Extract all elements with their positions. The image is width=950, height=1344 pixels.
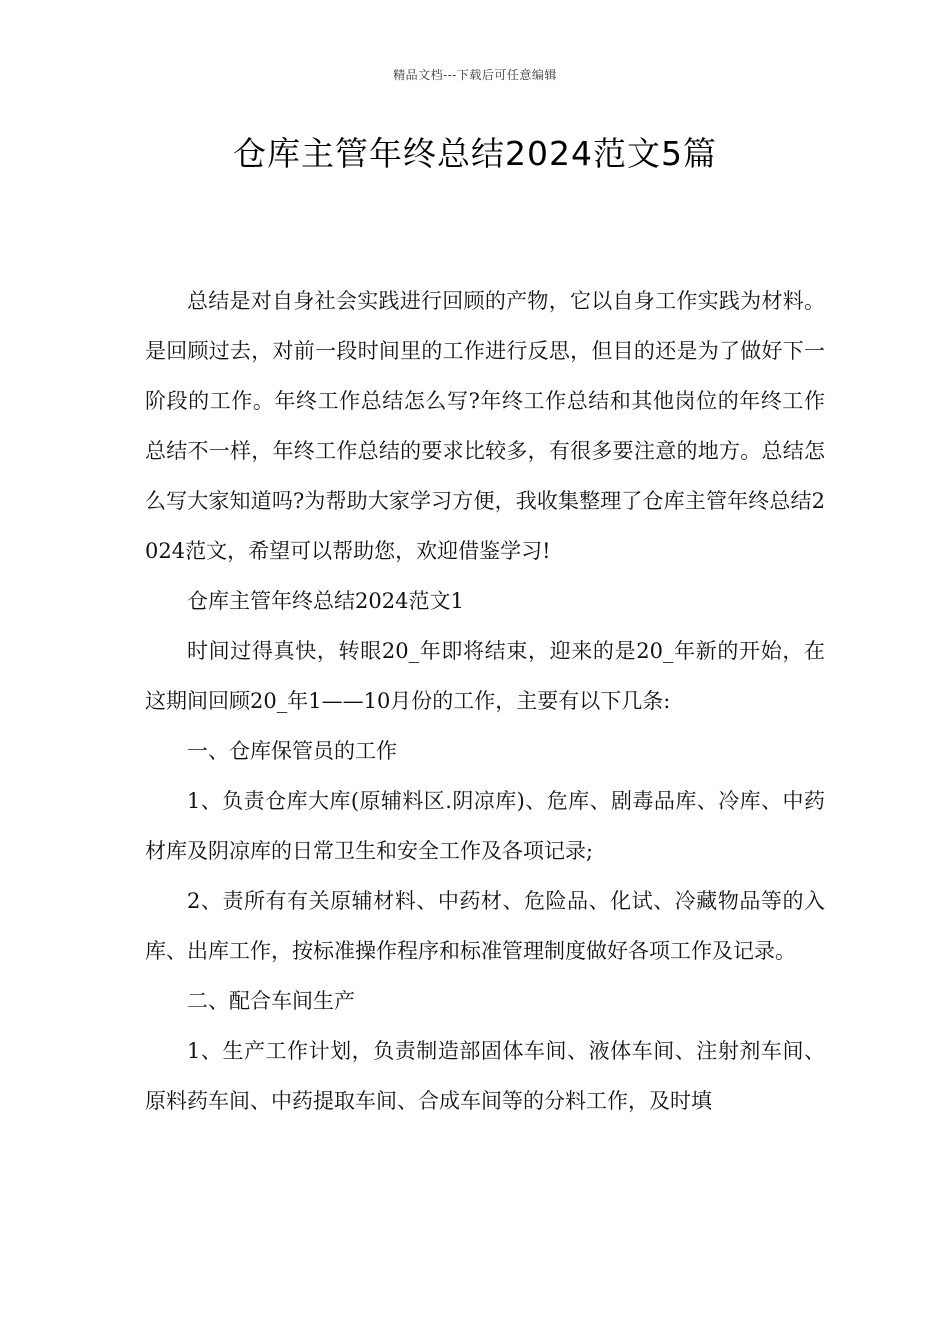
list-item-3: 1、生产工作计划，负责制造部固体车间、液体车间、注射剂车间、原料药车间、中药提取车间、合成车间等的分料工作，及时填 (145, 1039, 825, 1113)
list-item-1: 1、负责仓库大库(原辅料区.阴凉库)、危库、剧毒品库、冷库、中药材库及阴凉库的日常卫生和安全工作及各项记录; (145, 789, 825, 863)
section-heading-warehouse-keeper: 一、仓库保管员的工作 (187, 739, 397, 763)
header-note: 精品文档---下载后可任意编辑 (393, 68, 557, 82)
document-title: 仓库主管年终总结2024范文5篇 (233, 134, 717, 173)
intro-paragraph: 总结是对自身社会实践进行回顾的产物，它以自身工作实践为材料。是回顾过去，对前一段时间里的工作进行反思，但目的还是为了做好下一阶段的工作。年终工作总结怎么写?年终工作总结和其他岗位的年终工作总结不一样，年终工作总结的要求比较多，有很多要注意的地方。总结怎么写大家知道吗?为帮助大家学习方便，我收集整理了仓库主管年终总结2024范文，希望可以帮助您，欢迎借鉴学习! (145, 289, 825, 563)
list-item-2: 2、责所有有关原辅材料、中药材、危险品、化试、冷藏物品等的入库、出库工作，按标准操作程序和标准管理制度做好各项工作及记录。 (145, 889, 825, 963)
section-heading-sample-1: 仓库主管年终总结2024范文1 (187, 589, 464, 613)
document-body (145, 276, 825, 1126)
body-paragraph: 时间过得真快，转眼20_年即将结束，迎来的是20_年新的开始，在这期间回顾20_年1——10月份的工作，主要有以下几条: (145, 639, 825, 713)
section-heading-production: 二、配合车间生产 (187, 989, 355, 1013)
